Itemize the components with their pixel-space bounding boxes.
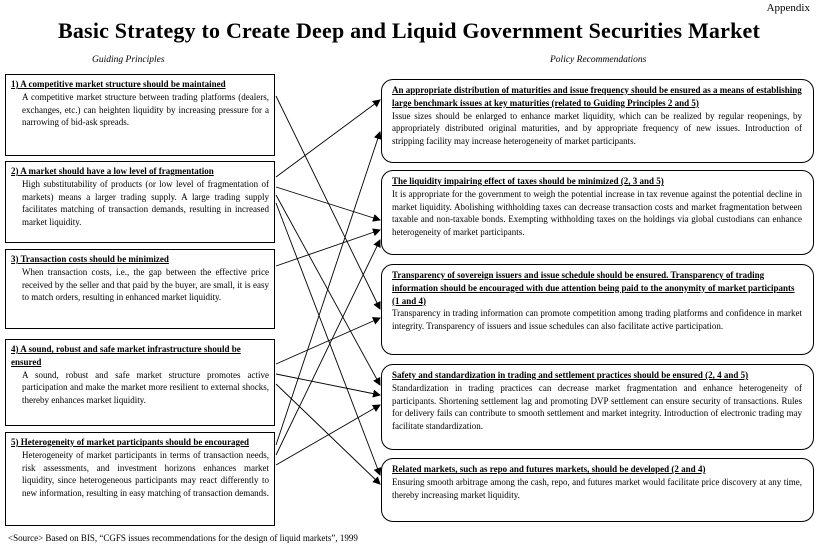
principle-box-5 (5, 432, 275, 526)
principle-heading: 3) Transaction costs should be minimized (11, 254, 169, 264)
principle-heading: 4) A sound, robust and safe market infrastructure should be ensured (11, 344, 241, 367)
recommendation-body: Ensuring smooth arbitrage among the cash, repo, and futures market would facilitate price discovery at any time, thereby increasing market liquidity. (392, 476, 802, 500)
column-heading-recommendations: Policy Recommendations (550, 55, 647, 65)
connector-arrow (276, 195, 380, 385)
recommendation-heading: Safety and standardization in trading and settlement practices should be ensured (2, 4 and 5) (392, 370, 749, 380)
recommendation-body: It is appropriate for the government to weigh the potential increase in tax revenue against the potential decline in market liquidity. Abolishing withholding taxes can decrease transaction costs and market fragmentation between taxable and non-taxable bonds. Exempting withholding taxes on the holdings via global custodians can enhance heterogeneity of market participants. (392, 188, 802, 238)
principle-heading: 1) A competitive market structure should be maintained (11, 79, 226, 89)
principle-box-2 (5, 161, 275, 243)
page-title: Basic Strategy to Create Deep and Liquid Government Securities Market (57, 18, 761, 43)
appendix-label: Appendix (766, 2, 810, 14)
principle-body: High substitutability of products (or low level of fragmentation of markets) means a larger trading supply. A large trading supply facilitates matching of transaction demands, resulting in increased market liquidity. (22, 178, 269, 228)
recommendation-box-4 (381, 364, 814, 450)
connector-arrow (276, 96, 380, 309)
connector-arrow (276, 132, 380, 445)
recommendation-heading: Transparency of sovereign issuers and issue schedule should be ensured. Transparency of trading information should be encouraged with due attention being paid to the anonymity of market participants (1 and 4) (392, 270, 795, 306)
principle-body: A competitive market structure between trading platforms (dealers, exchanges, etc.) can heighten liquidity by increasing pressure for a narrowing of bid-ask spreads. (22, 91, 269, 128)
principle-body: Heterogeneity of market participants in terms of transaction needs, risk assessments, and investment horizons enhances market liquidity, since heterogeneous participants may react differently to new information, resulting in easy matching of transaction demands. (22, 449, 269, 499)
column-heading-principles: Guiding Principles (92, 55, 165, 65)
principle-body: A sound, robust and safe market structure promotes active participation and make the market more resilient to external shocks, thereby enhances market liquidity. (22, 369, 269, 406)
principle-box-3 (5, 249, 275, 329)
recommendation-body: Standardization in trading practices can decrease market fragmentation and enhance heterogeneity of participants. Shortening settlement lag and promoting DVP settlement can ensure security of transactions. Rules for delivery fails can contribute to smooth settlement and market integrity. Introduction of electronic trading may facilitate standardization. (392, 382, 802, 432)
recommendation-heading: The liquidity impairing effect of taxes should be minimized (2, 3 and 5) (392, 176, 664, 186)
connector-arrow (276, 187, 380, 220)
recommendation-body: Issue sizes should be enlarged to enhance market liquidity, which can be realized by regular reopenings, by appropriately distributed original maturities, and by appropriate frequency of new issues. Introduction of stripping facility may increase heterogeneity of market participants. (392, 110, 802, 147)
recommendation-box-5 (381, 458, 814, 522)
recommendation-heading: Related markets, such as repo and futures markets, should be developed (2 and 4) (392, 464, 706, 474)
source-note: <Source> Based on BIS, “CGFS issues recommendations for the design of liquid markets”, 1999 (8, 533, 358, 543)
principle-body: When transaction costs, i.e., the gap between the effective price received by the seller and that paid by the buyer, are small, it is easy to match orders, resulting in enhanced market liquidity. (22, 266, 269, 303)
connector-arrow (276, 374, 380, 395)
principle-heading: 2) A market should have a low level of fragmentation (11, 166, 214, 176)
recommendation-box-3 (381, 264, 814, 355)
recommendation-heading: An appropriate distribution of maturities and issue frequency should be ensured as a means of establishing large benchmark issues at key maturities (related to Guiding Principles 2 and 5) (392, 85, 802, 108)
principle-box-1 (5, 74, 275, 156)
principle-box-4 (5, 339, 275, 426)
connector-arrow (276, 240, 380, 455)
recommendation-box-1 (381, 79, 814, 163)
recommendation-body: Transparency in trading information can promote competition among trading platforms and confidence in market integrity. Transparency of issuers and issue schedules can also facilitate active participation. (392, 308, 802, 332)
recommendation-box-2 (381, 170, 814, 255)
connector-arrow (276, 100, 380, 177)
connector-arrow (276, 230, 380, 266)
principle-heading: 5) Heterogeneity of market participants should be encouraged (11, 437, 250, 447)
